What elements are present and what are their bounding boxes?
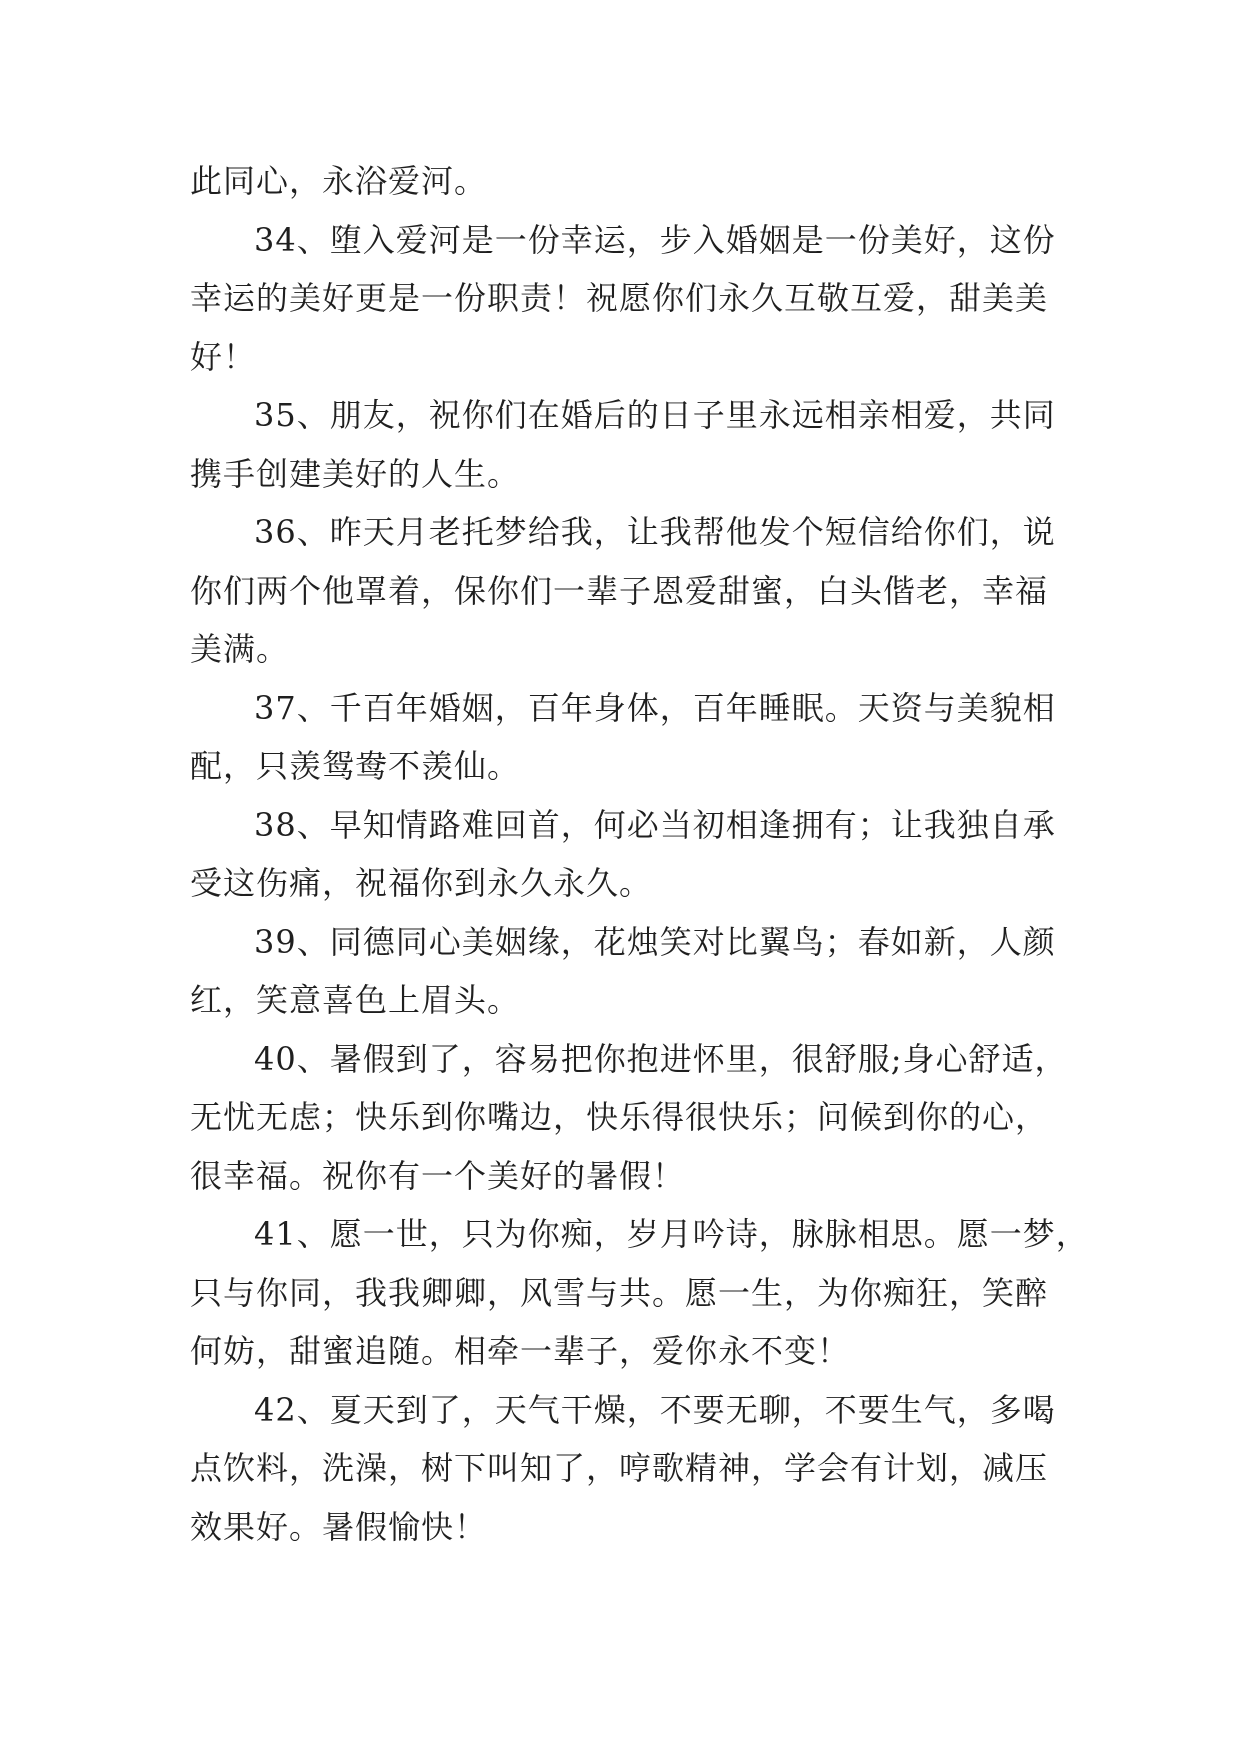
text-line: 幸运的美好更是一份职责！祝愿你们永久互敬互爱，甜美美 <box>190 279 1049 317</box>
text-line: 受这伤痛，祝福你到永久永久。 <box>190 864 653 902</box>
paragraph-42-line-1: 42、夏天到了，天气干燥，不要无聊，不要生气，多喝 <box>254 1390 1056 1429</box>
text-line: 你们两个他罩着，保你们一辈子恩爱甜蜜，白头偕老，幸福 <box>190 571 1049 610</box>
text-line: 好！ <box>190 337 257 376</box>
paragraph-34-line-1: 34、堕入爱河是一份幸运，步入婚姻是一份美好，这份 <box>254 220 1056 259</box>
document-body <box>190 152 1089 1556</box>
text-line: 无忧无虑；快乐到你嘴边，快乐得很快乐；问候到你的心， <box>190 1098 1049 1136</box>
text-line: 红，笑意喜色上眉头。 <box>190 981 521 1019</box>
paragraph-37-line-1: 37、千百年婚姻，百年身体，百年睡眠。天资与美貌相 <box>254 688 1056 727</box>
text-line: 点饮料，洗澡，树下叫知了，哼歌精神，学会有计划，减压 <box>190 1449 1049 1487</box>
paragraph-40-line-1: 40、暑假到了，容易把你抱进怀里，很舒服;身心舒适， <box>254 1039 1068 1078</box>
text-line: 很幸福。祝你有一个美好的暑假！ <box>190 1156 686 1195</box>
text-line: 配，只羡鸳鸯不羡仙。 <box>190 747 521 785</box>
paragraph-41-line-1: 41、愿一世，只为你痴，岁月吟诗，脉脉相思。愿一梦， <box>254 1215 1089 1253</box>
paragraph-38-line-1: 38、早知情路难回首，何必当初相逢拥有；让我独自承 <box>254 805 1056 844</box>
text-line: 美满。 <box>190 630 290 668</box>
paragraph-39-line-1: 39、同德同心美姻缘，花烛笑对比翼鸟；春如新，人颜 <box>254 922 1056 961</box>
text-line: 何妨，甜蜜追随。相牵一辈子，爱你永不变！ <box>190 1332 851 1370</box>
paragraph-36-line-1: 36、昨天月老托梦给我，让我帮他发个短信给你们，说 <box>254 513 1056 551</box>
text-line: 此同心，永浴爱河。 <box>190 162 488 200</box>
text-line: 携手创建美好的人生。 <box>190 454 521 493</box>
text-line: 只与你同，我我卿卿，风雪与共。愿一生，为你痴狂，笑醉 <box>190 1273 1049 1312</box>
text-line: 效果好。暑假愉快！ <box>190 1507 488 1546</box>
paragraph-35-line-1: 35、朋友，祝你们在婚后的日子里永远相亲相爱，共同 <box>254 396 1056 434</box>
